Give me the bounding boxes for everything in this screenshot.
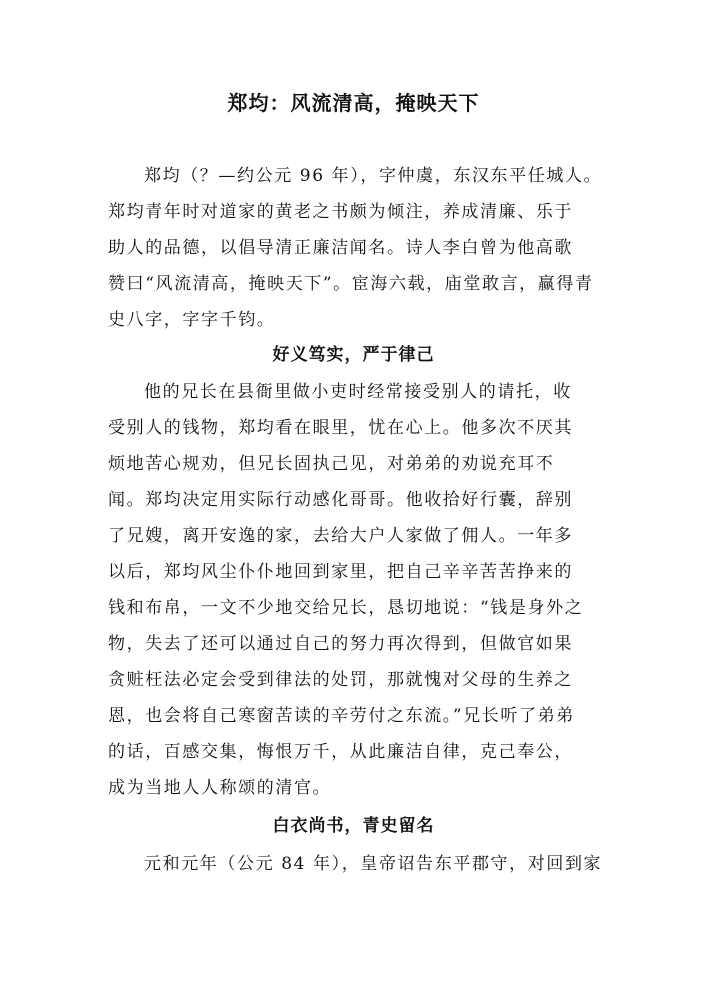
intro-line: 史八字，字字千钧。 — [108, 310, 276, 330]
paragraph-line: 他的兄长在县衙里做小吏时经常接受别人的请托，收 — [144, 382, 572, 402]
intro-line: 郑均（？—约公元 96 年），字仲虞，东汉东平任城人。 — [144, 166, 603, 186]
intro-line: 助人的品德，以倡导清正廉洁闻名。诗人李白曾为他高歌 — [108, 238, 573, 258]
paragraph-line: 成为当地人人称颂的清官。 — [108, 778, 332, 798]
section-heading: 白衣尚书，青史留名 — [272, 816, 435, 836]
paragraph-line: 的话，百感交集，悔恨万千，从此廉洁自律，克己奉公， — [108, 742, 573, 762]
paragraph-line: 物，失去了还可以通过自己的努力再次得到，但做官如果 — [108, 634, 573, 654]
paragraph-line: 闻。郑均决定用实际行动感化哥哥。他收拾好行囊，辞别 — [108, 490, 573, 510]
paragraph-line: 以后，郑均风尘仆仆地回到家里，把自己辛辛苦苦挣来的 — [108, 562, 573, 582]
paragraph-line: 受别人的钱物，郑均看在眼里，忧在心上。他多次不厌其 — [108, 418, 573, 438]
page-title: 郑均：风流清高，掩映天下 — [227, 91, 480, 115]
paragraph-line: 贪赃枉法必定会受到律法的处罚，那就愧对父母的生养之 — [108, 670, 573, 690]
paragraph-line: 烦地苦心规劝，但兄长固执己见，对弟弟的劝说充耳不 — [108, 454, 555, 474]
paragraph-line: 钱和布帛，一文不少地交给兄长，恳切地说：“钱是身外之 — [108, 598, 584, 618]
intro-line: 赞曰“风流清高，掩映天下”。宦海六载，庙堂敢言，赢得青 — [108, 274, 594, 294]
section-heading: 好义笃实，严于律己 — [272, 345, 435, 365]
intro-line: 郑均青年时对道家的黄老之书颇为倾注，养成清廉、乐于 — [108, 202, 573, 222]
paragraph-line: 了兄嫂，离开安逸的家，去给大户人家做了佣人。一年多 — [108, 526, 573, 546]
paragraph-line: 恩，也会将自己寒窗苦读的辛劳付之东流。”兄长听了弟弟 — [108, 706, 575, 726]
paragraph-line: 元和元年（公元 84 年），皇帝诏告东平郡守，对回到家 — [144, 854, 603, 874]
